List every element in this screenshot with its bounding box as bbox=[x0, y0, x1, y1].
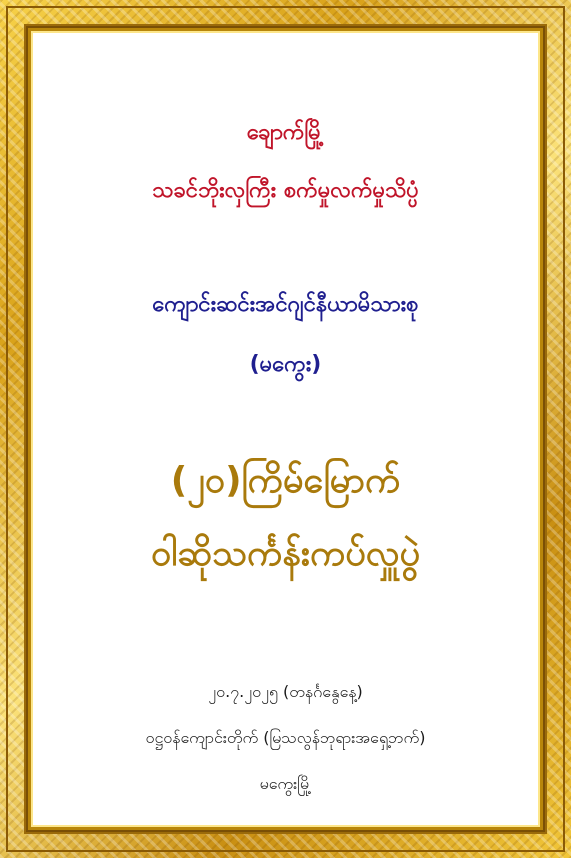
event-city: မကွေးမြို့ bbox=[259, 774, 312, 793]
poster-panel bbox=[28, 28, 543, 830]
organization-town: ချောက်မြို့ bbox=[246, 120, 325, 145]
event-title: ဝါဆိုသင်္ကန်းကပ်လှူပွဲ bbox=[150, 533, 421, 574]
group-name: ကျောင်းဆင်းအင်ဂျင်နီယာမိသားစု bbox=[152, 292, 419, 317]
group-location: (မကွေး) bbox=[249, 352, 322, 377]
poster-content bbox=[31, 31, 540, 827]
organization-name: သခင်ဘိုးလှကြီး စက်မှုလက်မှုသိပ္ပံ bbox=[152, 178, 419, 203]
event-venue: ဝဋ္ဌဝန်ကျောင်းတိုက် (မြသလွန်ဘုရားအရှေ့ဘက်) bbox=[145, 728, 426, 747]
event-date: ၂၀.၇.၂၀၂၅ (တနင်္ဂနွေနေ့) bbox=[208, 682, 363, 701]
event-title-ordinal: (၂၀)ကြိမ်မြောက် bbox=[170, 460, 401, 501]
